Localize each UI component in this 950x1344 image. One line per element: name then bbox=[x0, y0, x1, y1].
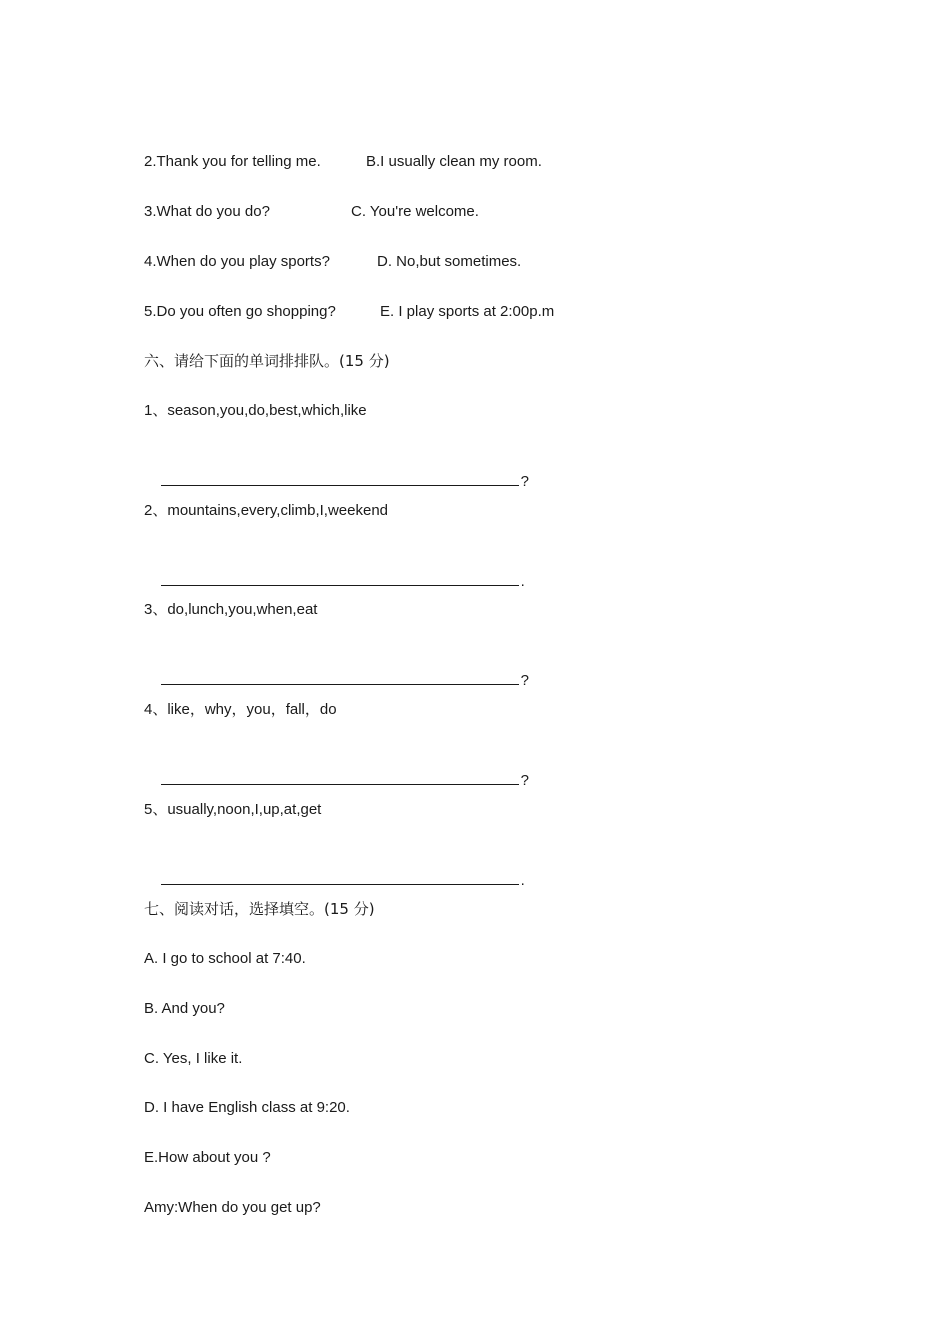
end-punctuation: . bbox=[520, 573, 525, 590]
matching-question-5: 5.Do you often go shopping? bbox=[144, 303, 336, 320]
option-c: C. Yes, I like it. bbox=[144, 1050, 243, 1067]
end-punctuation: ? bbox=[520, 772, 530, 789]
end-punctuation: ? bbox=[520, 473, 530, 490]
option-b: B. And you? bbox=[144, 1000, 225, 1017]
matching-answer-b: B.I usually clean my room. bbox=[366, 153, 542, 170]
matching-answer-c: C. You're welcome. bbox=[351, 203, 479, 220]
matching-question-2: 2.Thank you for telling me. bbox=[144, 153, 321, 170]
reorder-prompt-3: 3、do,lunch,you,when,eat bbox=[144, 601, 318, 618]
option-d: D. I have English class at 9:20. bbox=[144, 1099, 350, 1116]
option-e: E.How about you ? bbox=[144, 1149, 271, 1166]
option-a: A. I go to school at 7:40. bbox=[144, 950, 306, 967]
answer-blank[interactable] bbox=[161, 670, 519, 685]
end-punctuation: ? bbox=[520, 672, 530, 689]
matching-question-3: 3.What do you do? bbox=[144, 203, 270, 220]
reorder-prompt-4: 4、like，why，you，fall，do bbox=[144, 701, 337, 718]
matching-question-4: 4.When do you play sports? bbox=[144, 253, 330, 270]
answer-blank[interactable] bbox=[161, 471, 519, 486]
section-7-heading: 七、阅读对话，选择填空。(15 分) bbox=[144, 900, 375, 918]
answer-blank[interactable] bbox=[161, 870, 519, 885]
section-6-heading: 六、请给下面的单词排排队。(15 分) bbox=[144, 352, 390, 370]
reorder-prompt-5: 5、usually,noon,I,up,at,get bbox=[144, 801, 322, 818]
reorder-prompt-1: 1、season,you,do,best,which,like bbox=[144, 402, 367, 419]
matching-answer-e: E. I play sports at 2:00p.m bbox=[380, 303, 555, 320]
matching-answer-d: D. No,but sometimes. bbox=[377, 253, 522, 270]
reorder-prompt-2: 2、mountains,every,climb,I,weekend bbox=[144, 502, 388, 519]
end-punctuation: . bbox=[520, 872, 525, 889]
answer-blank[interactable] bbox=[161, 571, 519, 586]
answer-blank[interactable] bbox=[161, 770, 519, 785]
dialogue-line-1: Amy:When do you get up? bbox=[144, 1199, 321, 1216]
